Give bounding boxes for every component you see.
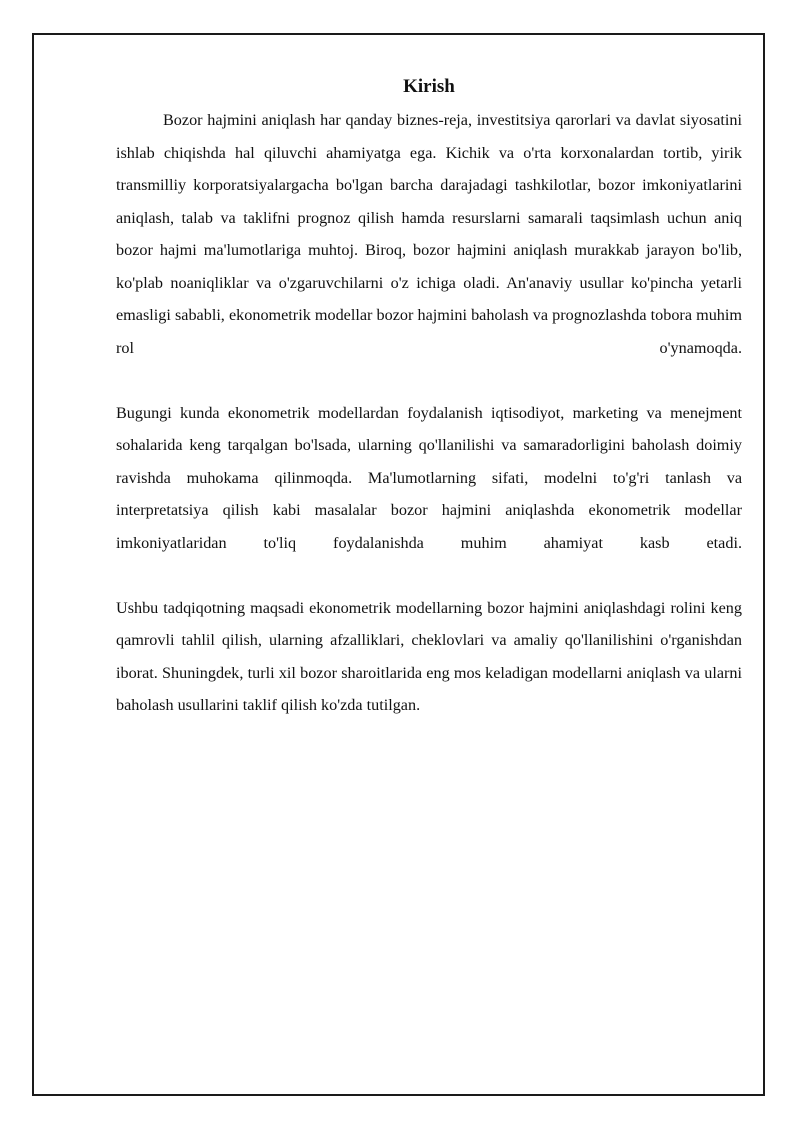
paragraph-1: Bozor hajmini aniqlash har qanday biznes-reja, investitsiya qarorlari va davlat siyosatini ishlab chiqishda hal qiluvchi ahamiyatga ega. Kichik va o'rta korxonalardan tortib, yirik transmilliy korporatsiyalargacha bo'lgan barcha darajadagi tashkilotlar, bozor imkoniyatlarini aniqlash, talab va taklifni prognoz qilish hamda resurslarni samarali taqsimlash uchun aniq bozor hajmi ma'lumotlariga muhtoj. Biroq, bozor hajmini aniqlash murakkab jarayon bo'lib, ko'plab noaniqliklar va o'zgaruvchilarni o'z ichiga oladi. An'anaviy usullar ko'pincha yetarli emasligi sababli, ekonometrik modellar bozor hajmini baholash va prognozlashda tobora muhim rol o'ynamoqda. (116, 111, 742, 357)
paragraph-gap (116, 364, 742, 397)
document-body (116, 72, 742, 722)
document-title: Kirish (403, 76, 455, 97)
paragraph-3: Ushbu tadqiqotning maqsadi ekonometrik modellarning bozor hajmini aniqlashdagi rolini keng qamrovli tahlil qilish, ularning afzalliklari, cheklovlari va amaliy qo'llanilishini o'rganishdan iborat. Shuningdek, turli xil bozor sharoitlarida eng mos keladigan modellarni aniqlash va ularni baholash usullarini taklif qilish ko'zda tutilgan. (116, 598, 742, 714)
paragraph-gap (116, 559, 742, 592)
paragraph-2: Bugungi kunda ekonometrik modellardan foydalanish iqtisodiyot, marketing va menejment sohalarida keng tarqalgan bo'lsada, ularning qo'llanilishi va samaradorligini baholash doimiy ravishda muhokama qilinmoqda. Ma'lumotlarning sifati, modelni to'g'ri tanlash va interpretatsiya qilish kabi masalalar bozor hajmini aniqlashda ekonometrik modellar imkoniyatlaridan to'liq foydalanishda muhim ahamiyat kasb etadi. (116, 403, 742, 552)
